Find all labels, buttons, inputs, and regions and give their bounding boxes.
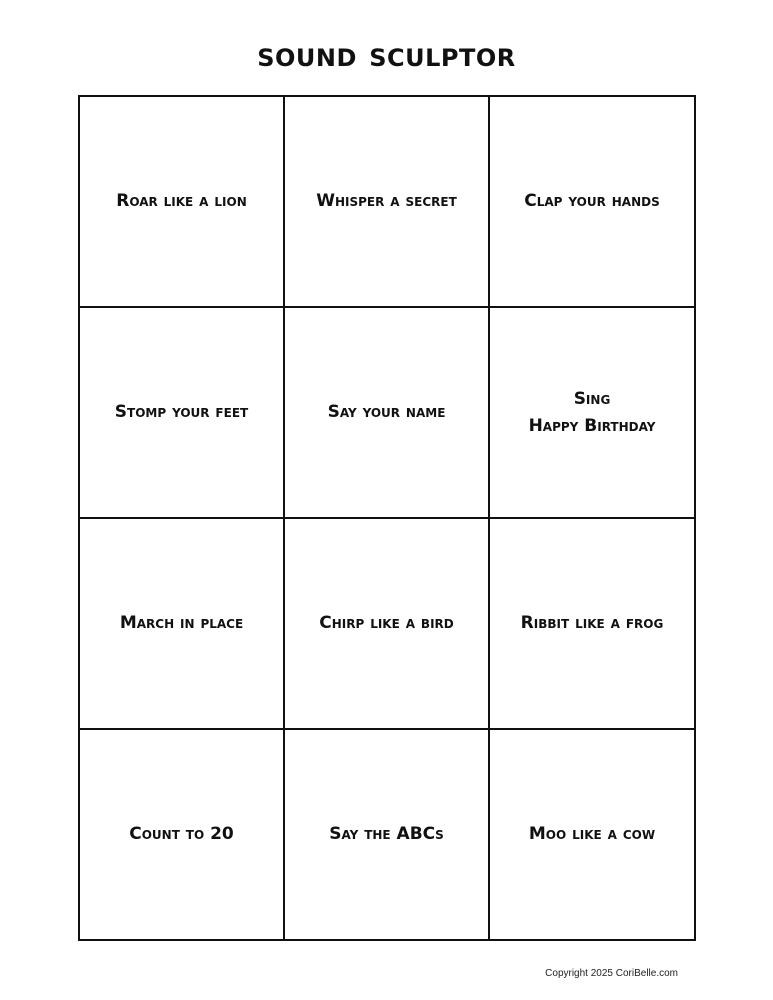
- card-cell: [285, 97, 490, 308]
- card-cell: [490, 519, 694, 730]
- card-label: Sing Happy Birthday: [528, 388, 656, 436]
- card-label: Say your name: [327, 402, 446, 422]
- card-label: Say the ABCs: [329, 824, 444, 844]
- card-label: Chirp like a bird: [319, 613, 454, 633]
- card-cell: [285, 730, 490, 939]
- page-title: sound sculptor: [257, 35, 516, 75]
- card-label: March in place: [119, 613, 244, 633]
- card-cell: [490, 308, 694, 519]
- copyright-notice: Copyright 2025 CoriBelle.com: [545, 968, 678, 979]
- card-cell: [285, 308, 490, 519]
- card-cell: [80, 730, 285, 939]
- card-label: Ribbit like a frog: [520, 613, 664, 633]
- card-label: Count to 20: [129, 824, 234, 844]
- card-label: Stomp your feet: [114, 402, 249, 422]
- card-label: Roar like a lion: [116, 191, 247, 211]
- activity-card-grid: [78, 95, 696, 941]
- card-label: Moo like a cow: [528, 824, 656, 844]
- card-cell: [80, 308, 285, 519]
- card-cell: [80, 97, 285, 308]
- card-cell: [490, 97, 694, 308]
- card-cell: [285, 519, 490, 730]
- card-cell: [490, 730, 694, 939]
- card-label: Whisper a secret: [316, 191, 457, 211]
- card-cell: [80, 519, 285, 730]
- card-label: Clap your hands: [524, 191, 660, 211]
